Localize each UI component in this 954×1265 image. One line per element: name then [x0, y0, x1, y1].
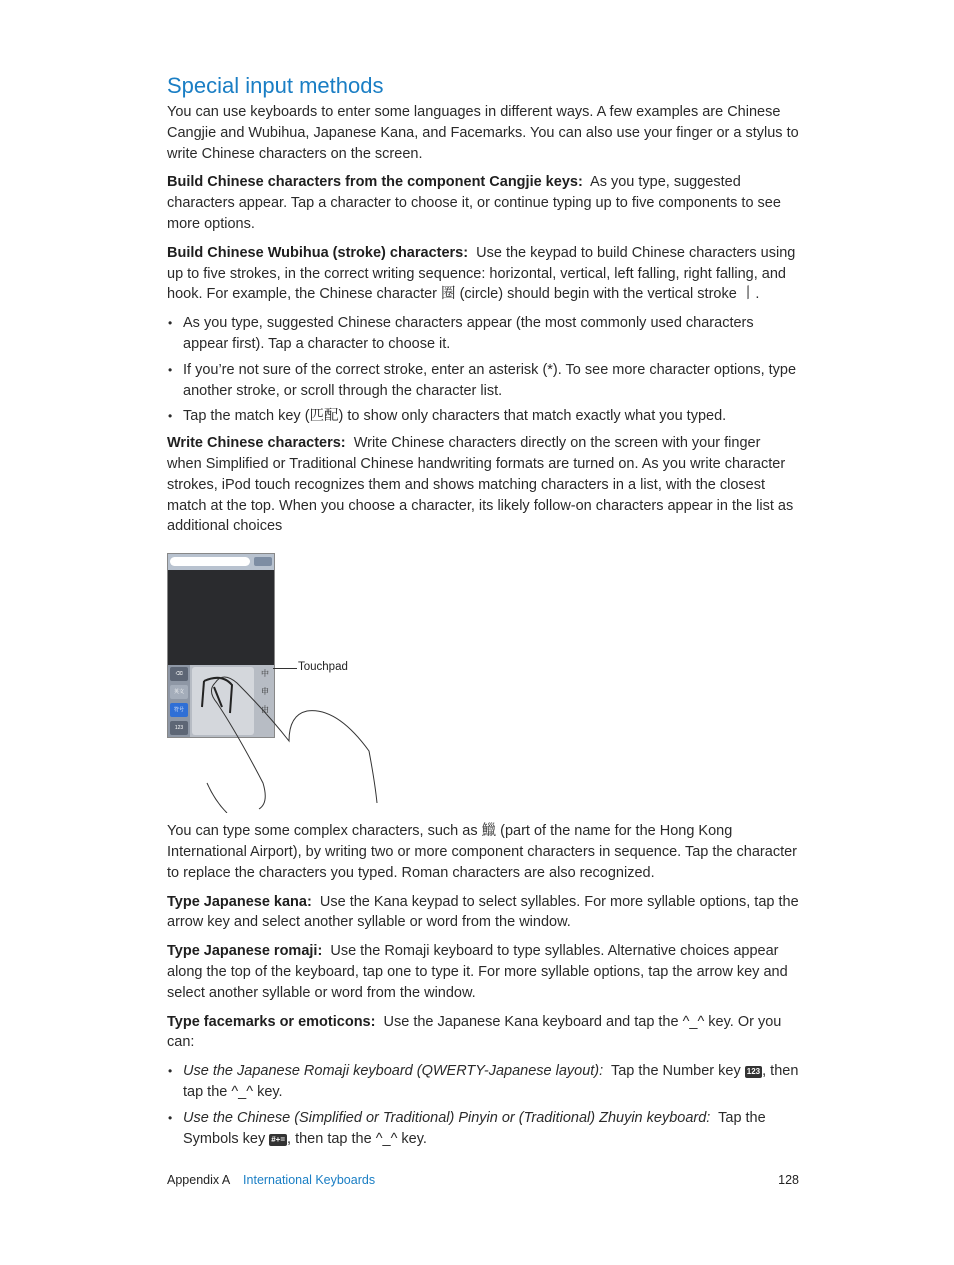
symbol-key: 符号: [170, 703, 188, 717]
touchpad-callout: Touchpad: [298, 661, 348, 674]
wubihua-paragraph: [167, 243, 799, 305]
candidate-character: 中: [261, 669, 269, 679]
list-item: [167, 1061, 799, 1103]
complex-text-2: (part of the name for the Hong Kong International Airport), by writing two or more component characters in sequence. Tap the character to replace the characters you typed. Roman characters are also recognized.: [167, 823, 797, 881]
romaji-label: Type Japanese romaji:: [167, 943, 323, 960]
write-paragraph: [167, 433, 799, 537]
kana-label: Type Japanese kana:: [167, 893, 312, 910]
romaji-text: Use the Romaji keyboard to type syllables. Alternative choices appear along the top of the keyboard, tap one to type it. For more syllable options, tap the arrow key and select another syllable or word from the window.: [167, 943, 788, 1001]
facemarks-bullets: [167, 1061, 799, 1149]
footer-section-link[interactable]: International Keyboards: [243, 1173, 376, 1187]
write-label: Write Chinese characters:: [167, 435, 346, 452]
match-text-post: ) to show only characters that match exactly what you typed.: [338, 408, 727, 425]
delete-key-icon: ⌫: [170, 667, 188, 681]
number-key-icon: 123: [746, 1067, 761, 1077]
cangjie-label: Build Chinese characters from the component Cangjie keys:: [167, 174, 583, 191]
wubihua-label: Build Chinese Wubihua (stroke) characters:: [167, 244, 469, 261]
complex-character: 鱲: [481, 823, 497, 840]
footer-chapter: Appendix A: [167, 1173, 230, 1187]
finger-illustration-icon: [197, 663, 387, 813]
page-footer: [167, 1173, 799, 1187]
vertical-stroke-character: 丨: [740, 286, 756, 303]
complex-text-1: You can type some complex characters, such as: [167, 823, 478, 840]
english-key: 英文: [170, 685, 188, 699]
romaji-paragraph: [167, 941, 799, 1003]
wubihua-bullets: [167, 313, 799, 427]
callout-line: [273, 668, 297, 669]
results-area: [168, 570, 274, 665]
bullet2-italic: Use the Chinese (Simplified or Traditional) Pinyin or (Traditional) Zhuyin keyboard:: [183, 1109, 711, 1126]
list-item: [167, 406, 799, 427]
kana-text: Use the Kana keypad to select syllables. For more syllable options, tap the arrow key and select another syllable or word from the window.: [167, 893, 799, 931]
keypad-left-column: [168, 665, 190, 737]
candidate-character: 申: [261, 687, 269, 697]
symbols-key-icon: #+=: [271, 1134, 286, 1144]
cangjie-text: As you type, suggested characters appear. Tap a character to choose it, or continue typing up to five components to see more options.: [167, 174, 781, 232]
list-item: • If you’re not sure of the correct stroke, enter an asterisk (*). To see more character options, type another stroke, or scroll through the character list.: [167, 360, 799, 402]
handwriting-figure: [167, 553, 799, 813]
search-input: [170, 557, 250, 566]
number-key: 123: [170, 721, 188, 735]
page-content: [167, 72, 799, 1155]
cangjie-paragraph: [167, 172, 799, 234]
circle-character: 圈: [441, 286, 456, 303]
bullet2-post: , then tap the ^_^ key.: [287, 1130, 427, 1147]
bullet1-post: , then tap the ^_^ key.: [183, 1063, 799, 1100]
section-heading: Special input methods: [167, 73, 384, 98]
list-item: [167, 1108, 799, 1150]
cancel-button: [254, 557, 272, 566]
page-number: 128: [778, 1173, 799, 1187]
match-text-pre: Tap the match key (: [183, 408, 310, 425]
write-text: Write Chinese characters directly on the screen with your finger when Simplified or Traditional Chinese handwriting formats are turned on. As you write character strokes, iPod touch recognizes them and shows matching characters in a list, with the closest match at the top. When you choose a character, its likely follow-on characters appear in the list as additional choices: [167, 435, 794, 535]
wubihua-text-1: Use the keypad to build Chinese characters using up to five strokes, in the correct writing sequence: horizontal, vertical, left falling, right falling, and hook. For example, the Chinese character: [167, 244, 796, 303]
kana-paragraph: [167, 892, 799, 934]
list-item: • As you type, suggested Chinese characters appear (the most commonly used characters appear first). Tap a character to choose it.: [167, 313, 799, 355]
complex-paragraph: [167, 821, 799, 883]
wubihua-text-2: (circle) should begin with the vertical stroke: [459, 286, 737, 303]
bullet2-pre: Tap the Symbols key: [183, 1109, 766, 1147]
facemarks-paragraph: [167, 1012, 799, 1054]
facemarks-label: Type facemarks or emoticons:: [167, 1013, 376, 1030]
wubihua-text-3: .: [755, 286, 760, 303]
bullet1-pre: Tap the Number key: [610, 1063, 741, 1080]
bullet1-italic: Use the Japanese Romaji keyboard (QWERTY-Japanese layout):: [183, 1063, 604, 1080]
facemarks-text: Use the Japanese Kana keyboard and tap the ^_^ key. Or you can:: [167, 1013, 782, 1051]
search-bar: [168, 554, 274, 570]
intro-paragraph: You can use keyboards to enter some languages in different ways. A few examples are Chinese Cangjie and Wubihua, Japanese Kana, and Facemarks. You can also use your finger or a stylus to write Chinese characters on the screen.: [167, 104, 799, 162]
match-key-glyph: 匹配: [309, 408, 339, 425]
candidate-character: 由: [261, 705, 269, 715]
